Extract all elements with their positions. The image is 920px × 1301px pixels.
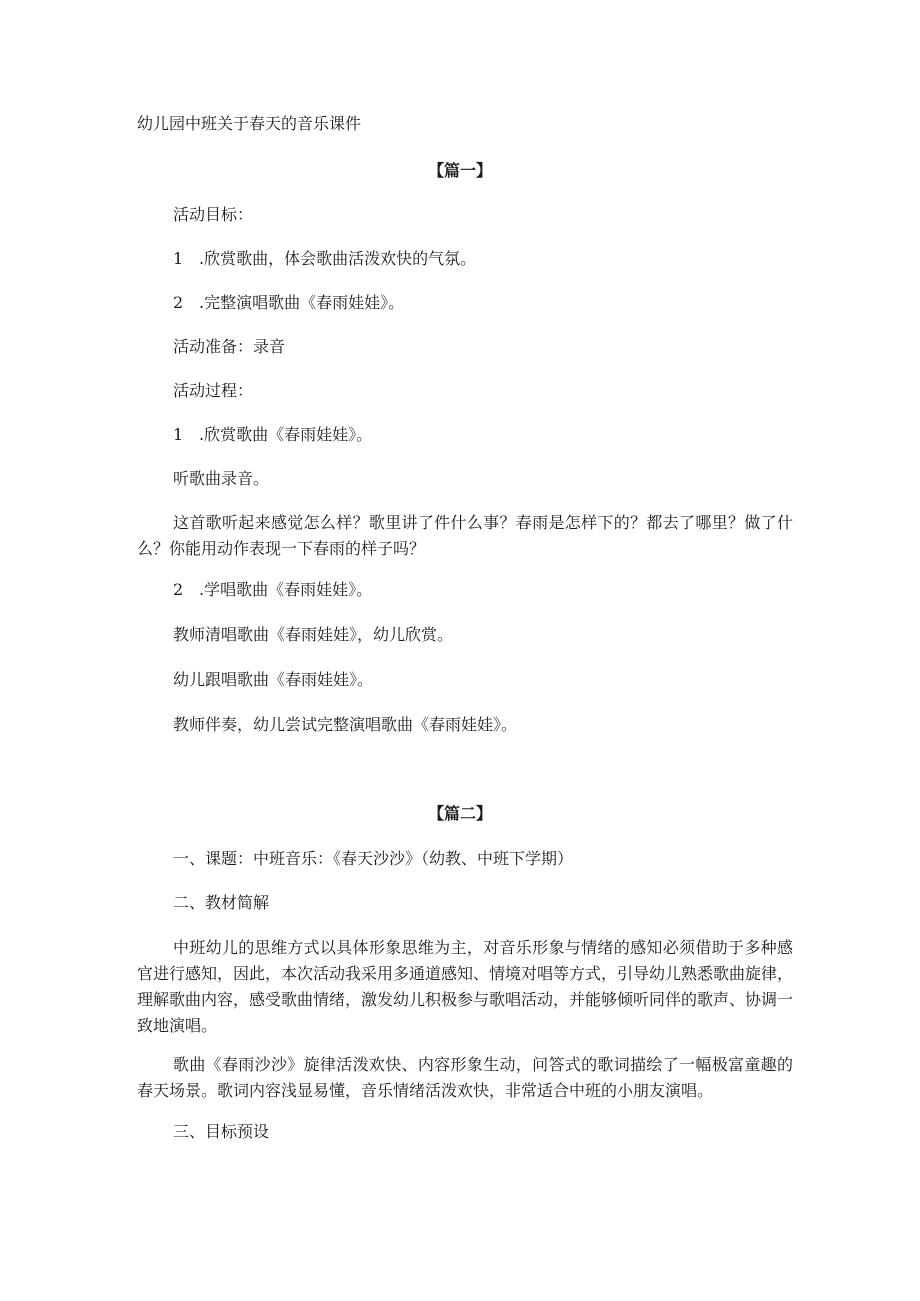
follow-sing: 幼儿跟唱歌曲《春雨娃娃》。 xyxy=(173,670,374,689)
goal-item-2-number: 2 xyxy=(173,293,184,312)
goal-item-1 xyxy=(173,251,476,267)
activity-prep: 活动准备：录音 xyxy=(173,337,286,356)
step-2-number: 2 xyxy=(173,580,184,599)
step-1-text: .欣赏歌曲《春雨娃娃》。 xyxy=(199,425,373,444)
document-title: 幼儿园中班关于春天的音乐课件 xyxy=(137,114,362,133)
goal-item-1-text: .欣赏歌曲，体会歌曲活泼欢快的气氛。 xyxy=(199,249,477,268)
step-1-number: 1 xyxy=(173,425,184,444)
goal-item-2 xyxy=(173,295,404,311)
goal-label: 活动目标： xyxy=(173,205,254,224)
goal-item-1-number: 1 xyxy=(173,249,184,268)
goal-preset-label: 三、目标预设 xyxy=(173,1122,270,1141)
accompany: 教师伴奏，幼儿尝试完整演唱歌曲《春雨娃娃》。 xyxy=(173,715,518,734)
step-2-text: .学唱歌曲《春雨娃娃》。 xyxy=(199,580,373,599)
material-paragraph-2: 歌曲《春雨沙沙》旋律活泼欢快、内容形象生动，问答式的歌词描绘了一幅极富童趣的春天场景。歌词内容浅显易懂，音乐情绪活泼欢快，非常适合中班的小朋友演唱。 xyxy=(137,1055,793,1100)
teacher-sing: 教师清唱歌曲《春雨娃娃》，幼儿欣赏。 xyxy=(173,625,454,644)
section2-heading: 【篇二】 xyxy=(427,804,492,823)
goal-item-2-text: .完整演唱歌曲《春雨娃娃》。 xyxy=(199,293,405,312)
process-label: 活动过程： xyxy=(173,381,254,400)
step-1 xyxy=(173,427,372,443)
material-label: 二、教材简解 xyxy=(173,893,270,912)
listen-recording: 听歌曲录音。 xyxy=(173,469,270,488)
topic-line: 一、课题：中班音乐：《春天沙沙》（幼教、中班下学期） xyxy=(173,849,574,868)
section1-heading: 【篇一】 xyxy=(427,161,492,180)
material-paragraph-1: 中班幼儿的思维方式以具体形象思维为主，对音乐形象与情绪的感知必须借助于多种感官进行感知，因此，本次活动我采用多通道感知、情境对唱等方式，引导幼儿熟悉歌曲旋律，理解歌曲内容，感受歌曲情绪，激发幼儿积极参与歌唱活动，并能够倾听同伴的歌声、协调一致地演唱。 xyxy=(137,938,794,1035)
questions-paragraph: 这首歌听起来感觉怎么样？歌里讲了件什么事？春雨是怎样下的？都去了哪里？做了什么？你能用动作表现一下春雨的样子吗？ xyxy=(137,513,793,558)
step-2 xyxy=(173,582,372,598)
